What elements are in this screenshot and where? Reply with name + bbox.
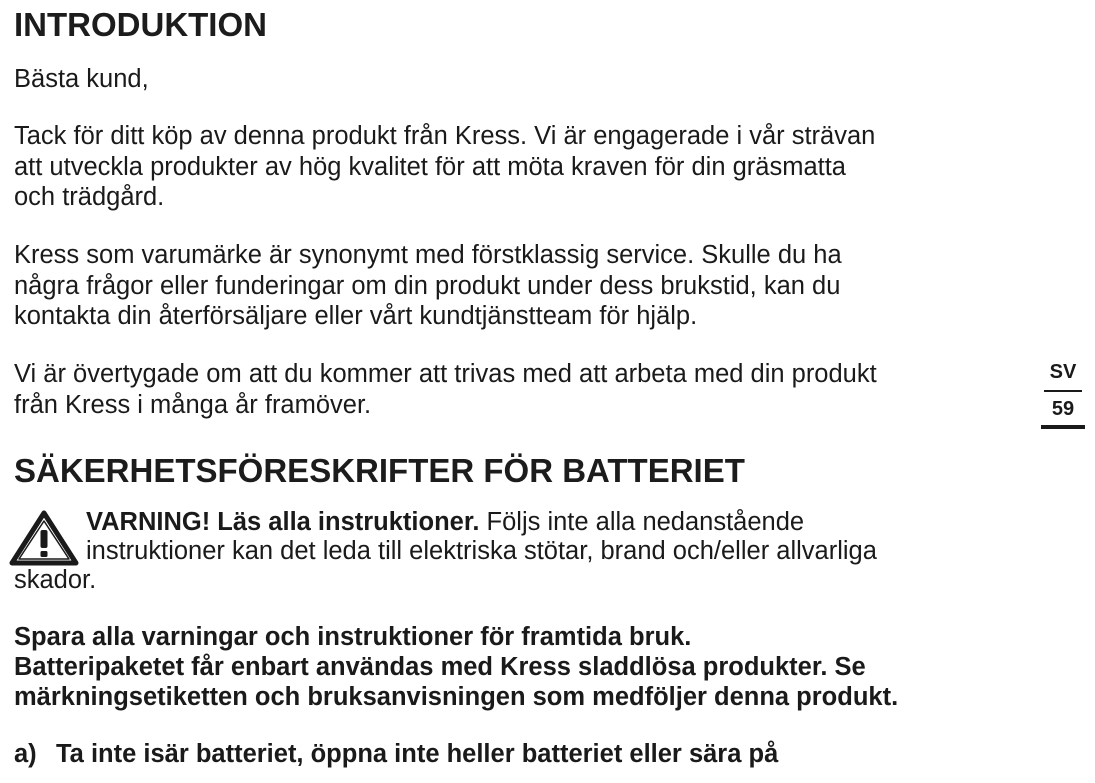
language-code: SV <box>1049 361 1077 383</box>
thanks-line: och trädgård. <box>14 183 165 211</box>
warning-text: Följs inte alla nedanstående <box>479 508 805 536</box>
warning-block <box>14 508 1014 595</box>
enjoy-line: Vi är övertygade om att du kommer att trivas med att arbeta med din produkt <box>14 360 877 388</box>
thanks-line: Tack för ditt köp av denna produkt från Kress. Vi är engagerade i vår strävan <box>14 122 876 150</box>
warning-line: instruktioner kan det leda till elektriska stötar, brand och/eller allvarliga <box>86 537 877 565</box>
save-line: Batteripaketet får enbart användas med Kress sladdlösa produkter. Se <box>14 653 866 681</box>
save-line: Spara alla varningar och instruktioner för framtida bruk. <box>14 623 692 651</box>
save-instructions <box>14 622 1014 712</box>
service-line: några frågor eller funderingar om din produkt under dess brukstid, kan du <box>14 271 841 300</box>
warning-title: VARNING! Läs alla instruktioner. <box>86 508 480 536</box>
warning-line: skador. <box>14 566 97 594</box>
service-paragraph <box>14 240 1014 332</box>
save-line: märkningsetiketten och bruksanvisningen som medföljer denna produkt. <box>14 683 899 711</box>
list-item-text: Ta inte isär batteriet, öppna inte heller batteriet eller sära på <box>56 740 779 768</box>
divider <box>1041 425 1085 429</box>
thanks-paragraph <box>14 121 1014 213</box>
safety-heading: SÄKERHETSFÖRESKRIFTER FÖR BATTERIET <box>14 452 745 489</box>
greeting <box>14 64 1014 95</box>
thanks-line: att utveckla produkter av hög kvalitet för att möta kraven för din gräsmatta <box>14 152 846 181</box>
list-item-marker: a) <box>14 740 37 768</box>
warning-triangle-icon <box>8 508 80 568</box>
service-line: kontakta din återförsäljare eller vårt kundtjänstteam för hjälp. <box>14 302 698 330</box>
service-line: Kress som varumärke är synonymt med förstklassig service. Skulle du ha <box>14 241 842 269</box>
intro-heading: INTRODUKTION <box>14 6 267 43</box>
list-item <box>14 739 778 769</box>
greeting-line: Bästa kund, <box>14 65 149 93</box>
enjoy-paragraph <box>14 359 1014 420</box>
warning-line <box>14 508 1014 537</box>
page-number: 59 <box>1051 398 1075 420</box>
page-marker <box>1040 360 1086 429</box>
enjoy-line: från Kress i många år framöver. <box>14 390 372 419</box>
